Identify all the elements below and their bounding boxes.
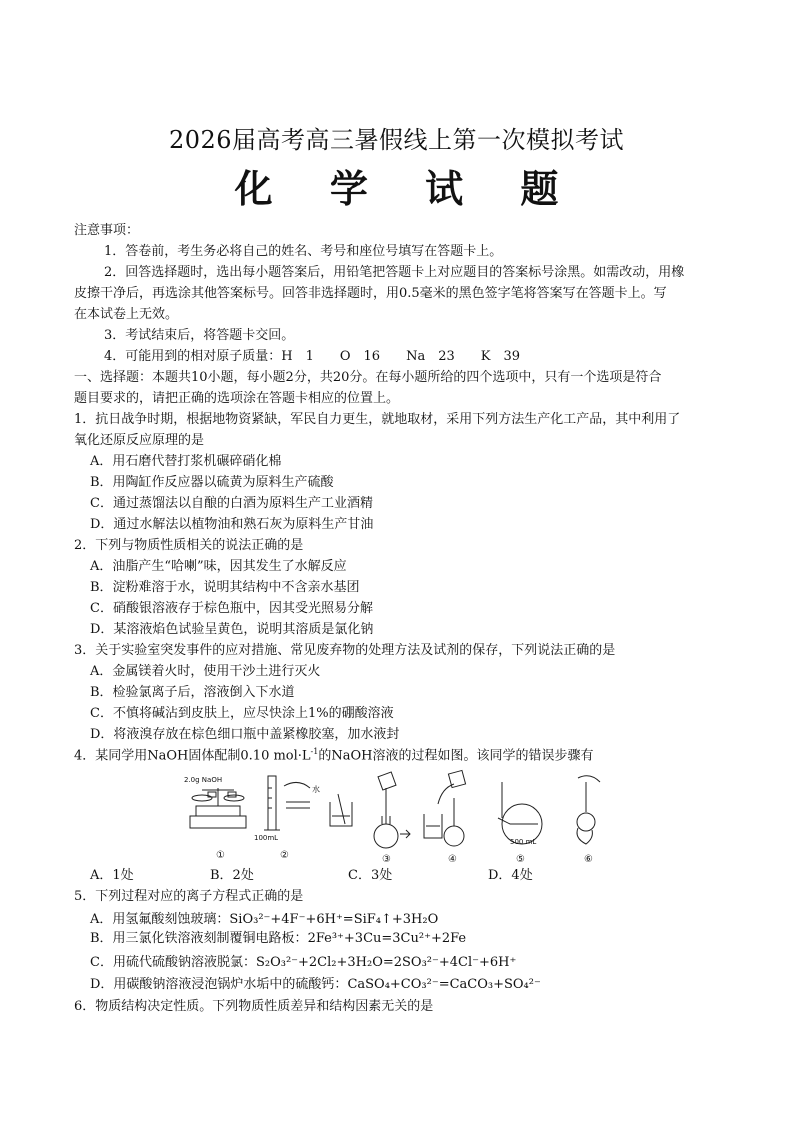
q2-option-c: C．硝酸银溶液存于棕色瓶中，因其受光照易分解: [90, 601, 373, 616]
q1-option-b: B．用陶缸作反应器以硫黄为原料生产硫酸: [90, 475, 334, 490]
q1-option-d: D．通过水解法以植物油和熟石灰为原料生产甘油: [90, 517, 374, 532]
q4-option-c: C．3处: [348, 868, 393, 883]
q1-stem-b: 氧化还原反应原理的是: [74, 433, 205, 448]
q5-option-b-equation: 2Fe³⁺+3Cu=3Cu²⁺+2Fe: [307, 931, 467, 946]
q2-stem: 2．下列与物质性质相关的说法正确的是: [74, 538, 304, 553]
cylinder-label: 100mL: [254, 834, 279, 842]
notice-item-4: 4．可能用到的相对原子质量：H 1 O 16 Na 23 K 39: [104, 349, 521, 364]
q3-option-b: B．检验氯离子后，溶液倒入下水道: [90, 685, 295, 700]
notice-item-2b: 皮擦干净后，再选涂其他答案标号。回答非选择题时，用0.5毫米的黑色签字笔将答案写在答题卡上。写: [74, 286, 667, 301]
notice-item-2c: 在本试卷上无效。: [74, 307, 179, 322]
exam-title: 2026届高考高三暑假线上第一次模拟考试: [168, 126, 625, 154]
q3-option-a: A．金属镁着火时，使用干沙土进行灭火: [90, 664, 321, 679]
q5-option-b-text: B．用三氯化铁溶液刻制覆铜电路板：: [90, 931, 308, 946]
graduated-cylinder-icon: [264, 776, 310, 830]
q2-option-d: D．某溶液焰色试验呈黄色，说明其溶质是氯化钠: [90, 622, 374, 637]
step-4-label: ④: [448, 854, 457, 864]
q1-option-c: C．通过蒸馏法以自酿的白酒为原料生产工业酒精: [90, 496, 373, 511]
q5-option-c-text: C．用硫代硫酸钠溶液脱氯：: [90, 955, 256, 970]
q5-option-b: [90, 929, 466, 949]
q4-option-d: D．4处: [488, 868, 533, 883]
q2-option-b: B．淀粉难溶于水，说明其结构中不含亲水基团: [90, 580, 360, 595]
flask-volume-label: 500 mL: [510, 838, 537, 846]
notice-item-1: 1．答卷前，考生务必将自己的姓名、考号和座位号填写在答题卡上。: [104, 244, 503, 259]
q4-stem-pre: 4．某同学用NaOH固体配制0.10 mol·L: [74, 748, 311, 764]
step-2-label: ②: [280, 850, 289, 861]
balance-icon: [190, 788, 246, 828]
water-label: 水: [312, 785, 320, 794]
beaker-icon: [330, 794, 352, 826]
q5-stem: 5．下列过程对应的离子方程式正确的是: [74, 889, 304, 904]
q5-option-a-equation: SiO₃²⁻+4F⁻+6H⁺=SiF₄↑+3H₂O: [229, 912, 439, 927]
q5-option-c: [90, 953, 516, 973]
q6-stem: 6．物质结构决定性质。下列物质性质差异和结构因素无关的是: [74, 999, 434, 1014]
step-1-label: ①: [216, 850, 225, 861]
subject-title: 化 学 试 题: [234, 166, 581, 211]
q4-option-b: B．2处: [210, 868, 254, 883]
step-3-label: ③: [382, 854, 391, 864]
notice-item-3: 3．考试结束后，将答题卡交回。: [104, 328, 295, 343]
q4-stem: [74, 742, 593, 766]
q4-procedure-figure: [180, 768, 620, 864]
q5-option-a-text: A．用氢氟酸刻蚀玻璃：: [90, 912, 230, 927]
q5-option-c-equation: S₂O₃²⁻+2Cl₂+3H₂O=2SO₃²⁻+4Cl⁻+6H⁺: [255, 955, 517, 970]
q2-option-a: A．油脂产生“哈喇”味，因其发生了水解反应: [90, 559, 347, 574]
q3-option-d: D．将液溴存放在棕色细口瓶中盖紧橡胶塞，加水液封: [90, 727, 400, 742]
q1-stem-a: 1．抗日战争时期，根据地物资紧缺，军民自力更生，就地取材，采用下列方法生产化工产品，其中利用了: [74, 412, 681, 427]
transfer-flask-icon: [374, 772, 410, 848]
wash-bottle-icon: [424, 770, 466, 846]
section-intro-a: 一、选择题：本题共10小题，每小题2分，共20分。在每小题所给的四个选项中，只有一个选项是符合: [74, 370, 662, 385]
balance-label: 2.0g NaOH: [184, 776, 223, 784]
step-6-label: ⑥: [584, 854, 593, 864]
q4-option-a: A．1处: [90, 868, 134, 883]
q5-option-d-equation: CaSO₄+CO₃²⁻=CaCO₃+SO₄²⁻: [347, 977, 541, 992]
shaking-flask-icon: [577, 776, 600, 844]
q5-option-d: [90, 975, 541, 995]
q3-stem: 3．关于实验室突发事件的应对措施、常见废弃物的处理方法及试剂的保存，下列说法正确的是: [74, 643, 616, 658]
q4-stem-post: 的NaOH溶液的过程如图。该同学的错误步骤有: [318, 748, 594, 764]
q5-option-a: [90, 910, 438, 930]
q1-option-a: A．用石磨代替打浆机碾碎硝化棉: [90, 454, 282, 469]
q3-option-c: C．不慎将碱沾到皮肤上，应尽快涂上1%的硼酸溶液: [90, 706, 394, 721]
q4-stem-sup: -1: [310, 747, 319, 756]
notice-heading: 注意事项：: [74, 223, 140, 238]
notice-item-2a: 2．回答选择题时，选出每小题答案后，用铅笔把答题卡上对应题目的答案标号涂黑。如需改动，用橡: [104, 265, 685, 280]
q5-option-d-text: D．用碳酸钠溶液浸泡锅炉水垢中的硫酸钙：: [90, 977, 348, 992]
section-intro-b: 题目要求的，请把正确的选项涂在答题卡相应的位置上。: [74, 391, 400, 406]
volumetric-flask-icon: [498, 782, 542, 844]
step-5-label: ⑤: [516, 854, 525, 864]
